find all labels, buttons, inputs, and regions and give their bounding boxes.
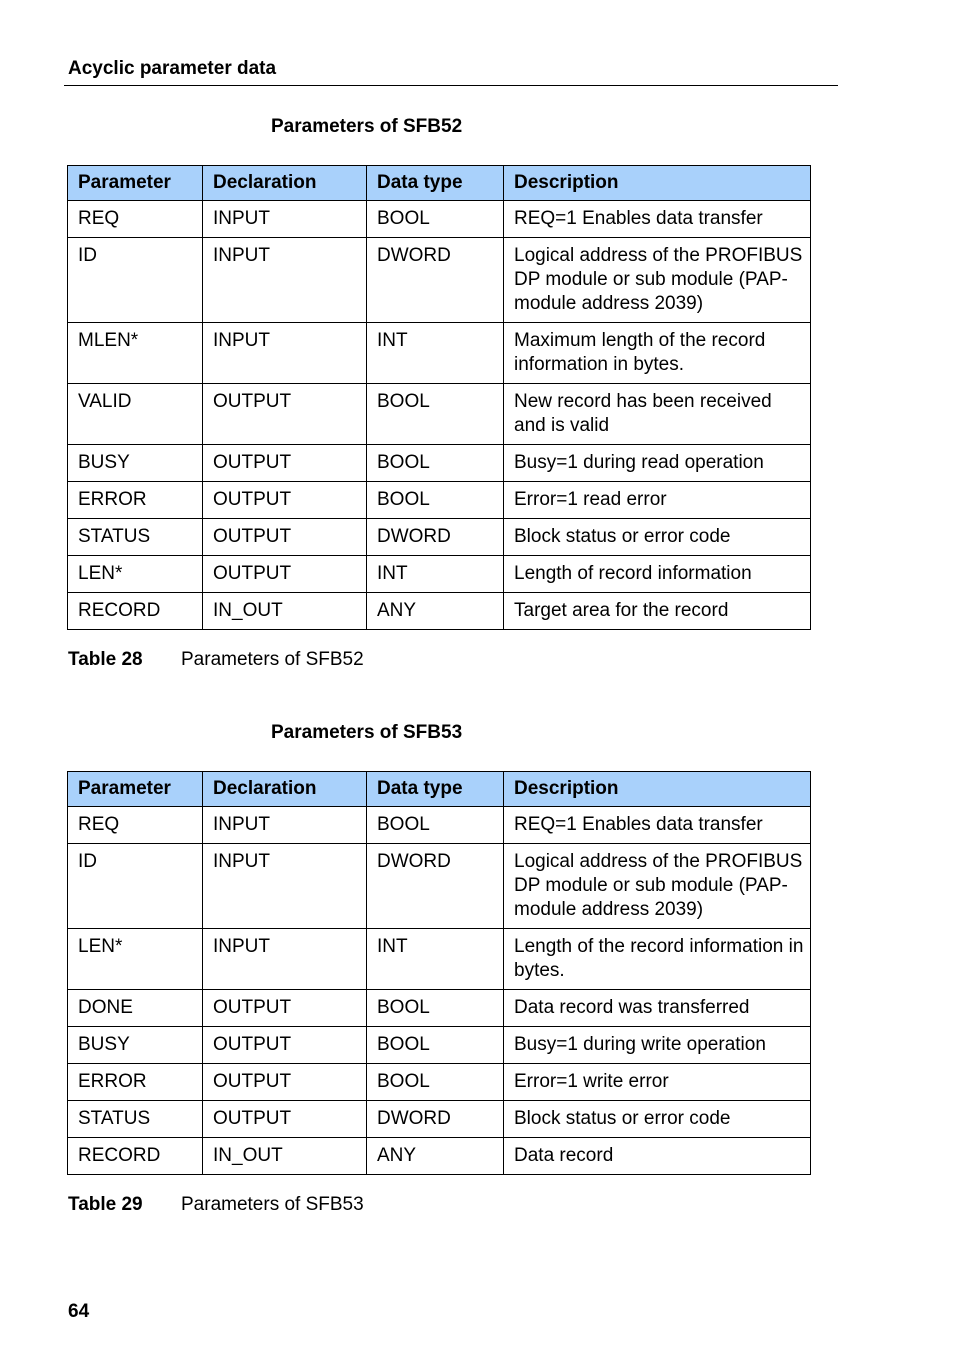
cell-data-type: BOOL <box>367 384 504 445</box>
table-row <box>68 844 811 929</box>
table-row <box>68 384 811 445</box>
page-number: 64 <box>68 1301 90 1322</box>
cell-declaration: INPUT <box>203 929 367 990</box>
cell-data-type: BOOL <box>367 482 504 519</box>
table-row <box>68 990 811 1027</box>
table-row <box>68 445 811 482</box>
table-row <box>68 593 811 630</box>
cell-data-type: BOOL <box>367 1027 504 1064</box>
cell-data-type: BOOL <box>367 1064 504 1101</box>
cell-description: Block status or error code <box>504 519 811 556</box>
col-header-parameter: Parameter <box>68 166 203 201</box>
cell-parameter: STATUS <box>68 1101 203 1138</box>
cell-declaration: INPUT <box>203 238 367 323</box>
table-header-row <box>68 166 811 201</box>
header-rule <box>64 85 838 86</box>
cell-description: Error=1 write error <box>504 1064 811 1101</box>
table-row <box>68 1138 811 1175</box>
cell-data-type: INT <box>367 929 504 990</box>
col-header-description: Description <box>504 166 811 201</box>
cell-declaration: OUTPUT <box>203 519 367 556</box>
cell-description: Block status or error code <box>504 1101 811 1138</box>
cell-description: Length of record information <box>504 556 811 593</box>
cell-description: Length of the record information in bytes. <box>504 929 811 990</box>
table-row <box>68 556 811 593</box>
cell-declaration: INPUT <box>203 844 367 929</box>
cell-parameter: ID <box>68 238 203 323</box>
cell-parameter: RECORD <box>68 1138 203 1175</box>
cell-parameter: LEN* <box>68 929 203 990</box>
col-header-description: Description <box>504 772 811 807</box>
cell-parameter: ERROR <box>68 482 203 519</box>
cell-parameter: STATUS <box>68 519 203 556</box>
table-row <box>68 1064 811 1101</box>
cell-declaration: OUTPUT <box>203 990 367 1027</box>
table-row <box>68 519 811 556</box>
cell-description: Error=1 read error <box>504 482 811 519</box>
cell-data-type: BOOL <box>367 807 504 844</box>
cell-data-type: INT <box>367 556 504 593</box>
cell-data-type: ANY <box>367 593 504 630</box>
table-row <box>68 238 811 323</box>
table-row <box>68 201 811 238</box>
cell-description: Data record was transferred <box>504 990 811 1027</box>
cell-parameter: VALID <box>68 384 203 445</box>
cell-parameter: REQ <box>68 201 203 238</box>
cell-description: New record has been received and is valid <box>504 384 811 445</box>
cell-parameter: BUSY <box>68 445 203 482</box>
table-row <box>68 1027 811 1064</box>
table-header-row <box>68 772 811 807</box>
col-header-parameter: Parameter <box>68 772 203 807</box>
cell-description: Target area for the record <box>504 593 811 630</box>
cell-data-type: DWORD <box>367 519 504 556</box>
cell-data-type: BOOL <box>367 990 504 1027</box>
cell-declaration: INPUT <box>203 323 367 384</box>
cell-declaration: OUTPUT <box>203 556 367 593</box>
cell-parameter: LEN* <box>68 556 203 593</box>
cell-declaration: INPUT <box>203 807 367 844</box>
cell-data-type: ANY <box>367 1138 504 1175</box>
caption-text: Parameters of SFB52 <box>181 649 364 670</box>
col-header-data-type: Data type <box>367 166 504 201</box>
cell-description: Logical address of the PROFIBUS DP module or sub module (PAP-module address 2039) <box>504 238 811 323</box>
cell-description: Busy=1 during read operation <box>504 445 811 482</box>
sfb52-table <box>67 165 811 630</box>
col-header-data-type: Data type <box>367 772 504 807</box>
cell-description: Maximum length of the record information in bytes. <box>504 323 811 384</box>
cell-data-type: DWORD <box>367 844 504 929</box>
table-row <box>68 1101 811 1138</box>
cell-description: Busy=1 during write operation <box>504 1027 811 1064</box>
cell-declaration: OUTPUT <box>203 1064 367 1101</box>
cell-parameter: RECORD <box>68 593 203 630</box>
cell-data-type: INT <box>367 323 504 384</box>
cell-declaration: OUTPUT <box>203 482 367 519</box>
cell-parameter: REQ <box>68 807 203 844</box>
sfb53-table <box>67 771 811 1175</box>
cell-data-type: BOOL <box>367 201 504 238</box>
cell-parameter: DONE <box>68 990 203 1027</box>
caption-number: Table 29 <box>68 1194 143 1215</box>
cell-parameter: BUSY <box>68 1027 203 1064</box>
cell-parameter: ERROR <box>68 1064 203 1101</box>
cell-data-type: BOOL <box>367 445 504 482</box>
table-row <box>68 929 811 990</box>
cell-description: Logical address of the PROFIBUS DP module or sub module (PAP-module address 2039) <box>504 844 811 929</box>
cell-parameter: ID <box>68 844 203 929</box>
cell-description: REQ=1 Enables data transfer <box>504 201 811 238</box>
col-header-declaration: Declaration <box>203 166 367 201</box>
cell-declaration: OUTPUT <box>203 384 367 445</box>
cell-data-type: DWORD <box>367 238 504 323</box>
table-row <box>68 323 811 384</box>
sfb52-title: Parameters of SFB52 <box>271 116 463 137</box>
caption-text: Parameters of SFB53 <box>181 1194 364 1215</box>
running-header: Acyclic parameter data <box>68 58 277 79</box>
cell-declaration: IN_OUT <box>203 593 367 630</box>
cell-declaration: OUTPUT <box>203 1101 367 1138</box>
cell-description: Data record <box>504 1138 811 1175</box>
cell-declaration: OUTPUT <box>203 445 367 482</box>
sfb53-title: Parameters of SFB53 <box>271 722 463 743</box>
cell-declaration: OUTPUT <box>203 1027 367 1064</box>
caption-number: Table 28 <box>68 649 143 670</box>
sfb53-caption <box>68 1194 364 1216</box>
table-row <box>68 807 811 844</box>
cell-parameter: MLEN* <box>68 323 203 384</box>
cell-declaration: IN_OUT <box>203 1138 367 1175</box>
cell-declaration: INPUT <box>203 201 367 238</box>
sfb52-caption <box>68 649 364 671</box>
col-header-declaration: Declaration <box>203 772 367 807</box>
cell-description: REQ=1 Enables data transfer <box>504 807 811 844</box>
table-row <box>68 482 811 519</box>
cell-data-type: DWORD <box>367 1101 504 1138</box>
